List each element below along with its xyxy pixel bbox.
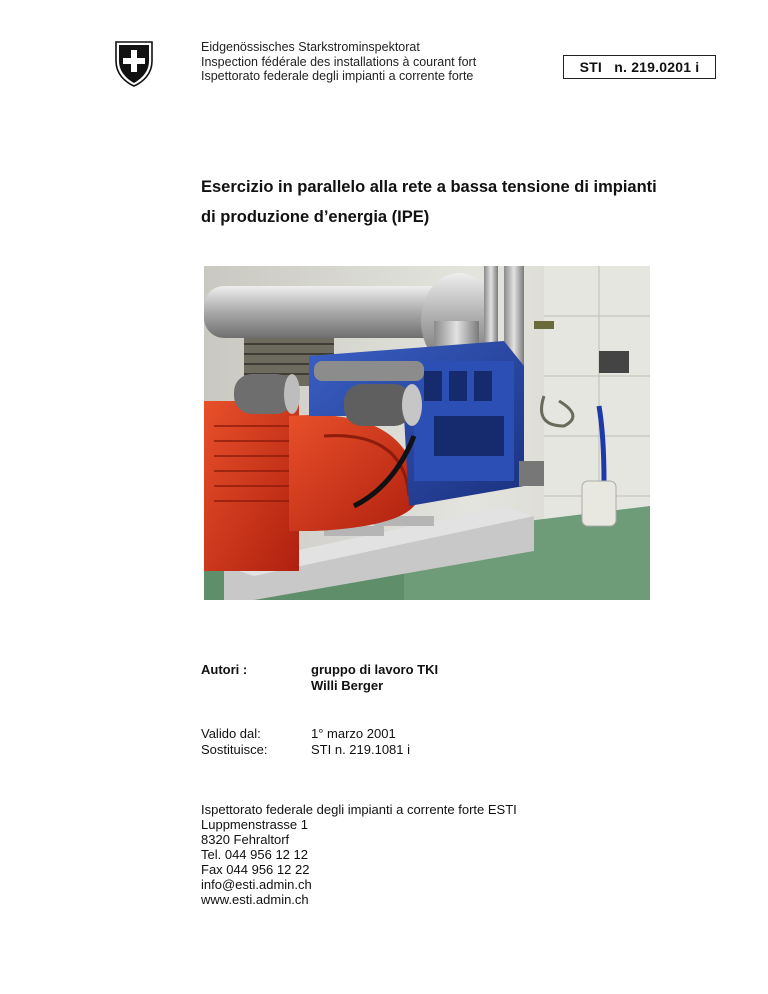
address-street: Luppmenstrasse 1 xyxy=(201,817,308,832)
org-name-it: Ispettorato federale degli impianti a corrente forte xyxy=(201,69,474,83)
authors-person: Willi Berger xyxy=(311,678,384,693)
valid-from-value: 1° marzo 2001 xyxy=(311,726,396,741)
title-line-1: Esercizio in parallelo alla rete a bassa tensione di impianti xyxy=(201,178,657,196)
valid-from-label: Valido dal: xyxy=(201,726,261,741)
address-city: 8320 Fehraltorf xyxy=(201,832,290,847)
address-fax: Fax 044 956 12 22 xyxy=(201,862,310,877)
title-line-2: di produzione d’energia (IPE) xyxy=(201,208,430,226)
authors-group: gruppo di lavoro TKI xyxy=(311,662,439,677)
address-org: Ispettorato federale degli impianti a corrente forte ESTI xyxy=(201,802,517,817)
document-title xyxy=(201,172,741,232)
replaces-value: STI n. 219.1081 i xyxy=(311,742,411,757)
org-name-fr: Inspection fédérale des installations à courant fort xyxy=(201,54,477,69)
address-tel: Tel. 044 956 12 12 xyxy=(201,847,308,862)
org-name-de: Eidgenössisches Starkstrominspektorat xyxy=(201,40,420,54)
address-web: www.esti.admin.ch xyxy=(201,892,309,907)
generator-photo xyxy=(204,266,650,600)
header-organisation xyxy=(201,40,476,84)
replaces-label: Sostituisce: xyxy=(201,742,268,757)
document-reference: STI n. 219.0201 i xyxy=(563,55,716,79)
swiss-crest-logo xyxy=(112,39,156,87)
address-email: info@esti.admin.ch xyxy=(201,877,312,892)
contact-address xyxy=(201,802,517,907)
authors-label: Autori : xyxy=(201,662,248,677)
